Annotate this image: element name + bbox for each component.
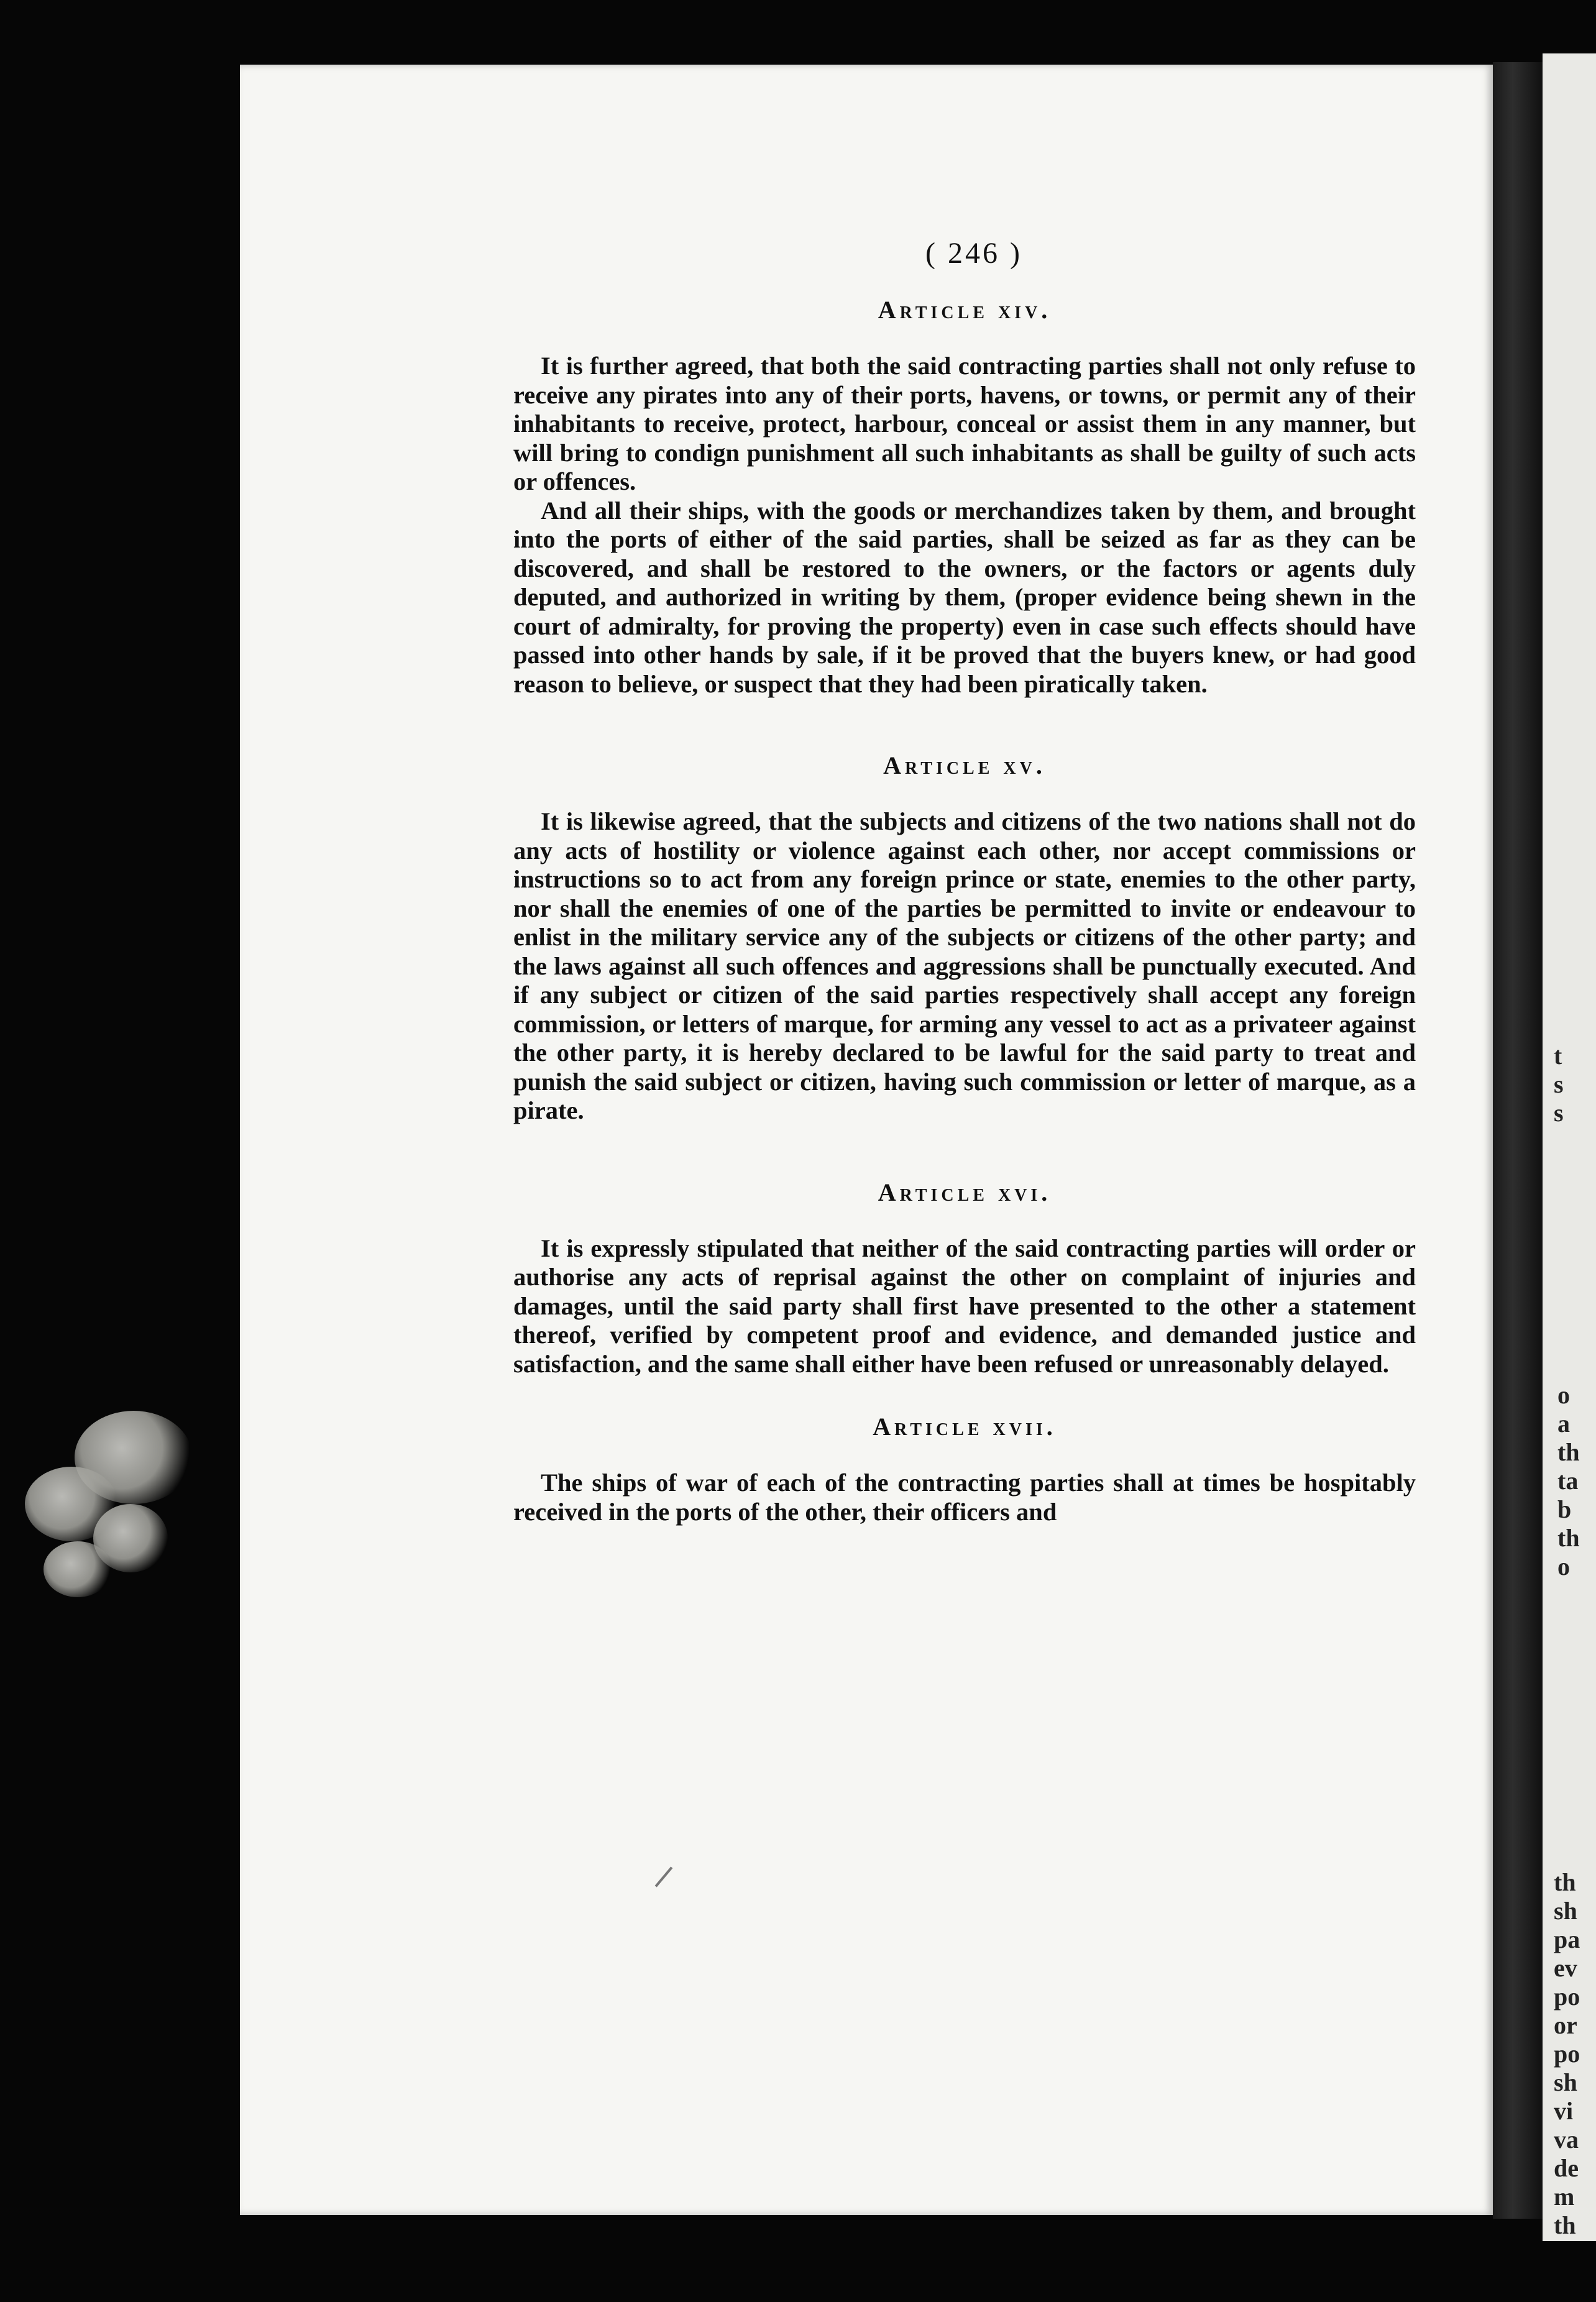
page-number: ( 246 ) — [925, 237, 1022, 270]
article-paragraph: And all their ships, with the goods or merchandizes taken by them, and brought into the ports of either of the said parties, shall be seized as far as they can be discovered, and shall be restored to the owners, or the factors or agents duly deputed, and authorized in writing by them, (proper evidence being shewn in the court of admiralty, for proving the property) even in case such effects should have passed into other hands by sale, if it be proved that the buyers knew, or had good reason to believe, or suspect that they had been piratically taken. — [513, 496, 1416, 698]
article-paragraph: It is likewise agreed, that the subjects and citizens of the two nations shall not do any acts of hostility or violence against each other, nor accept commissions or instructions so to act from any foreign prince or state, enemies to the other party, nor shall the enemies of one of the parties be permitted to invite or endeavour to enlist in the military service any of the subjects or citizens of the other party; and the laws against all such offences and aggressions shall be punctually executed. And if any subject or citizen of the said parties respectively shall accept any foreign commission, or letters of marque, for arming any vessel to act as a privateer against the other party, it is hereby declared to be lawful for the said party to treat and punish the said subject or citizen, having such commission or letter of marque, as a pirate. — [513, 807, 1416, 1124]
article-paragraph: The ships of war of each of the contracting parties shall at times be hospitably received in the ports of the other, their officers and — [513, 1469, 1416, 1526]
article-heading: Article xvi. — [878, 1178, 1052, 1206]
article-heading: Article xiv. — [878, 296, 1052, 324]
article-paragraph: It is expressly stipulated that neither of the said contracting parties will order or authorise any acts of reprisal against the other on complaint of injuries and damages, until the said party shall first have presented to the other a statement thereof, verified by competent proof and evidence, and demanded justice and satisfaction, and the same shall either have been refused or unreasonably delayed. — [513, 1234, 1416, 1378]
article-heading: Article xv. — [883, 751, 1046, 779]
page-text — [513, 236, 1416, 1526]
article-paragraph: It is further agreed, that both the said contracting parties shall not only refuse to receive any pirates into any of their ports, havens, or towns, or permit any of their inhabitants to receive, protect, harbour, conceal or assist them in any manner, but will bring to condign punishment all such inhabitants as shall be guilty of such acts or offences. — [513, 352, 1416, 495]
facing-page-fragment-bottom: th sh pa ev po or po sh vi va de m th — [1554, 1868, 1580, 2239]
facing-page-fragment-middle: o a th ta b th o — [1557, 1381, 1580, 1580]
facing-page-fragment-top: t s s — [1554, 1042, 1564, 1127]
paper-damage-mark — [44, 1541, 112, 1597]
article-heading: Article xvii. — [873, 1413, 1057, 1441]
book-gutter — [1493, 62, 1543, 2219]
